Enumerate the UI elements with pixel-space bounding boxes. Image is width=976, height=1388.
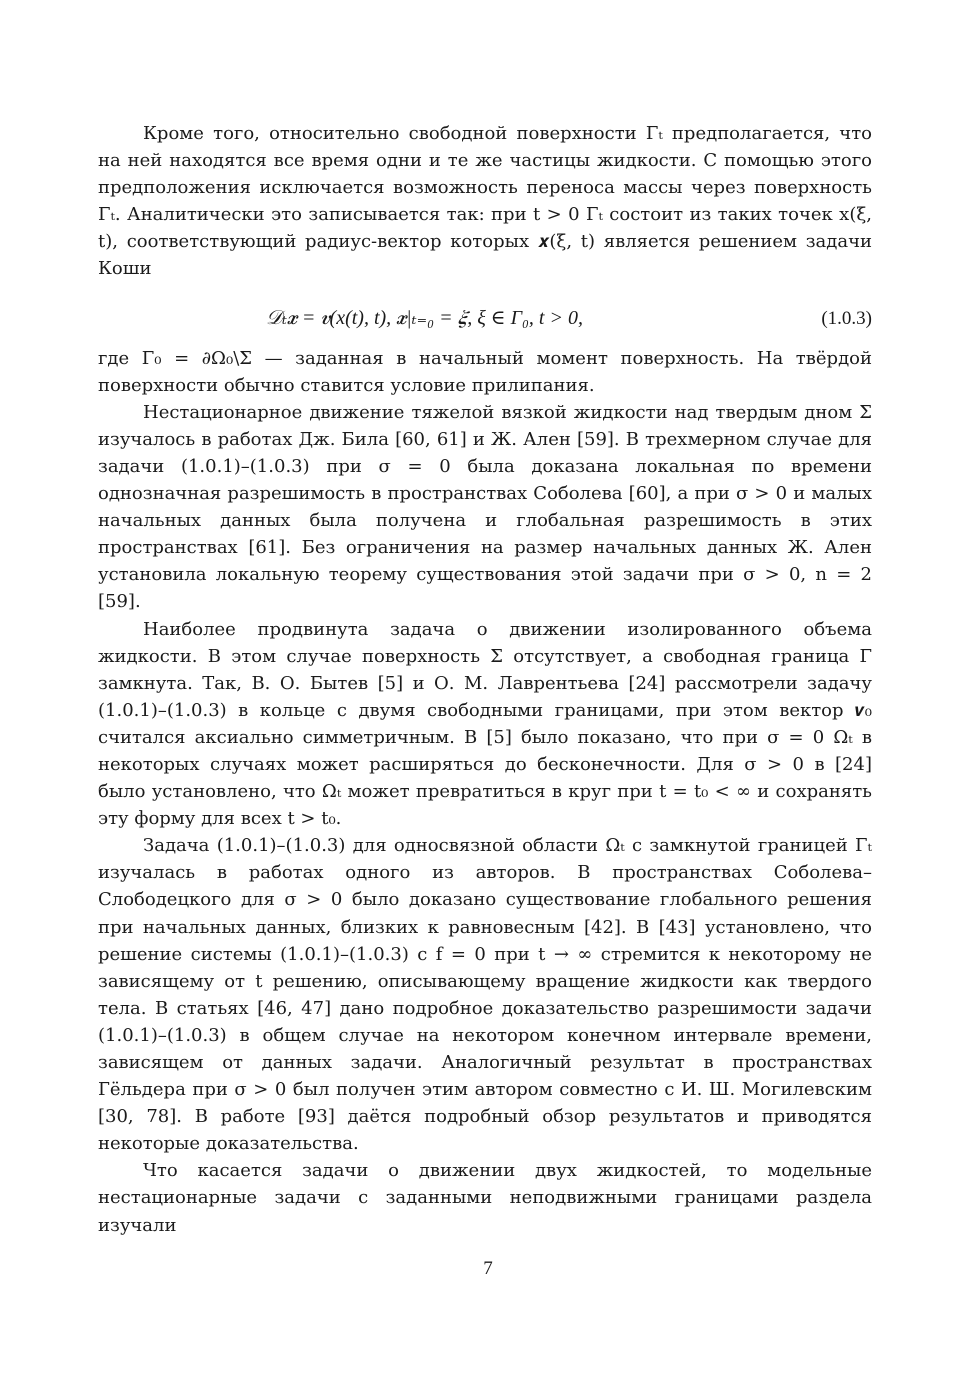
equation-1-0-3 <box>98 293 872 343</box>
paragraph-cauchy-intro: Кроме того, относительно свободной поверхности Γₜ предполагается, что на ней находятся все время одни и те же частицы жидкости. С помощью этого предположения исключается возможность переноса массы через поверхность Γₜ. Аналитически это записывается так: при t > 0 Γₜ состоит из таких точек x(ξ, t), соответствующий радиус-вектор которых 𝒙(ξ, t) является решением задачи Коши <box>98 123 872 280</box>
body-text <box>98 120 872 1239</box>
paragraph-isolated-volume: Наиболее продвинута задача о движении изолированного объема жидкости. В этом случае поверхность Σ отсутствует, а свободная граница Γ замкнута. Так, В. О. Бытев [5] и О. М. Лаврентьева [24] рассмотрели задачу (1.0.1)–(1.0.3) в кольце с двумя свободными границами, при этом вектор 𝒗₀ считался аксиально симметричным. В [5] было показано, что при σ = 0 Ωₜ в некоторых случаях может расширяться до бесконечности. Для σ > 0 в [24] было установлено, что Ωₜ может превратиться в круг при t = t₀ < ∞ и сохранять эту форму для всех t > t₀. <box>98 618 872 830</box>
paragraph-gamma0-definition: где Γ₀ = ∂Ω₀\Σ — заданная в начальный момент поверхность. На твёрдой поверхности обычно ставится условие прилипания. <box>98 347 872 396</box>
page-number: 7 <box>483 1258 493 1279</box>
paragraph-heavy-viscous-fluid: Нестационарное движение тяжелой вязкой жидкости над твердым дном Σ изучалось в работах Дж. Била [60, 61] и Ж. Ален [59]. В трехмерном случае для задачи (1.0.1)–(1.0.3) при σ = 0 была доказана локальная по времени однозначная разрешимость в пространствах Соболева [60], а при σ > 0 и малых начальных данных была получена и глобальная разрешимость в этих пространствах [61]. Без ограничения на размер начальных данных Ж. Ален установила локальную теорему существования этой задачи при σ > 0, n = 2 [59]. <box>98 401 872 613</box>
equation-number: (1.0.3) <box>821 307 872 329</box>
paragraph-two-fluids: Что касается задачи о движении двух жидкостей, то модельные нестационарные задачи с заданными неподвижными границами раздела изучали <box>98 1160 872 1236</box>
equation-body: 𝒟ₜ𝒙 = 𝒗(x(t), t), 𝒙|ₜ₌₀ = 𝝃, ξ ∈ Γ₀, t > 0, <box>266 306 583 329</box>
paragraph-simply-connected: Задача (1.0.1)–(1.0.3) для односвязной области Ωₜ с замкнутой границей Γₜ изучалась в работах одного из авторов. В пространствах Соболева–Слободецкого для σ > 0 было доказано существование глобального решения при начальных данных, близких к равновесным [42]. В [43] установлено, что решение системы (1.0.1)–(1.0.3) с f = 0 при t → ∞ стремится к некоторому не зависящему от t решению, описывающему вращение жидкости как твердого тела. В статьях [46, 47] дано подробное доказательство разрешимости задачи (1.0.1)–(1.0.3) в общем случае на некотором конечном интервале времени, зависящем от данных задачи. Аналогичный результат в пространствах Гёльдера при σ > 0 был получен этим автором совместно с И. Ш. Могилевским [30, 78]. В работе [93] даётся подробный обзор результатов и приводятся некоторые доказательства. <box>98 835 872 1155</box>
